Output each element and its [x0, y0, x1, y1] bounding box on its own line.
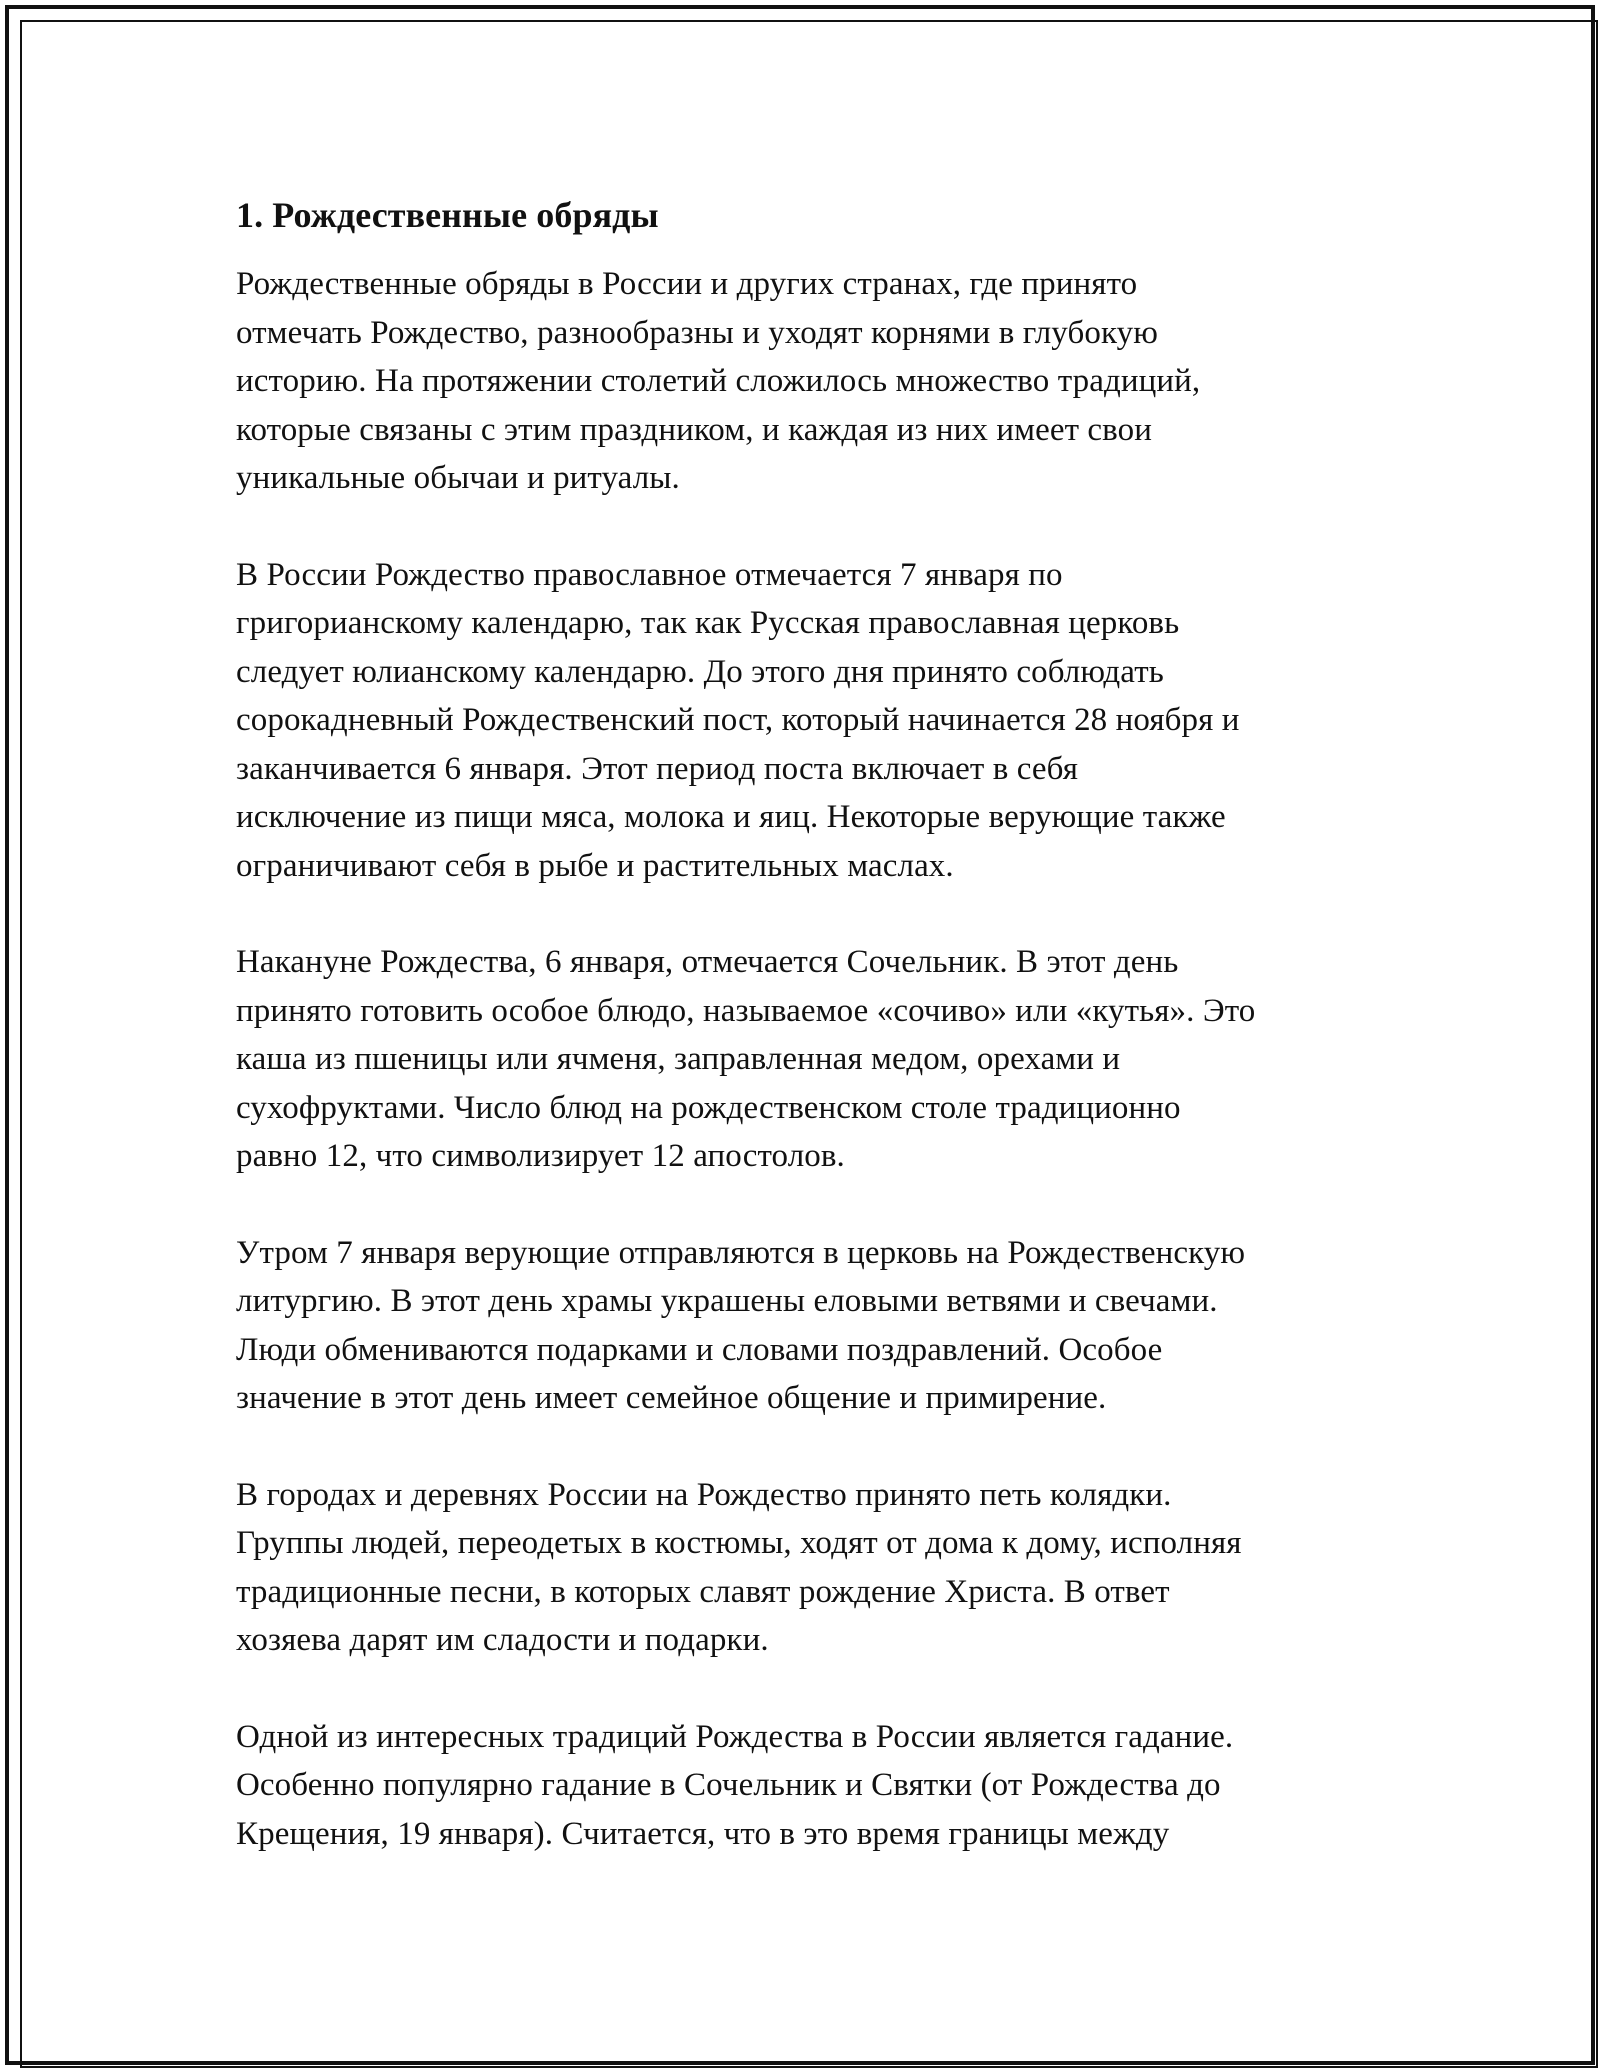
paragraph-line: сухофруктами. Число блюд на рождественском столе традиционно: [236, 1089, 1181, 1126]
paragraph-line: Одной из интересных традиций Рождества в России является гадание.: [236, 1718, 1234, 1755]
paragraph-line: сорокадневный Рождественский пост, который начинается 28 ноября и: [236, 702, 1240, 738]
paragraph-line: литургию. В этот день храмы украшены еловыми ветвями и свечами.: [236, 1283, 1218, 1319]
paragraph-line: Особенно популярно гадание в Сочельник и Святки (от Рождества до: [236, 1767, 1221, 1803]
paragraph-fortune-telling: [236, 1713, 1386, 1859]
paragraph-line: хозяева дарят им сладости и подарки.: [236, 1622, 769, 1658]
paragraph-christmas-eve: [236, 938, 1386, 1181]
paragraph-line: историю. На протяжении столетий сложилось множество традиций,: [236, 363, 1201, 399]
paragraph-line: В России Рождество православное отмечается 7 января по: [236, 556, 1063, 593]
paragraph-line: заканчивается 6 января. Этот период поста включает в себя: [236, 750, 1079, 787]
paragraph-line: Утром 7 января верующие отправляются в церковь на Рождественскую: [236, 1234, 1246, 1271]
paragraph-line: Накануне Рождества, 6 января, отмечается Сочельник. В этот день: [236, 944, 1179, 980]
paragraph-line: Крещения, 19 января). Считается, что в это время границы между: [236, 1815, 1170, 1852]
section-heading: 1. Рождественные обряды: [236, 195, 659, 235]
paragraph-intro: [236, 260, 1386, 503]
paragraph-line: принято готовить особое блюдо, называемое «сочиво» или «кутья». Это: [236, 992, 1256, 1029]
paragraph-line: исключение из пищи мяса, молока и яиц. Некоторые верующие также: [236, 799, 1226, 835]
paragraph-line: В городах и деревнях России на Рождество принято петь колядки.: [236, 1476, 1172, 1513]
paragraph-line: уникальные обычаи и ритуалы.: [236, 460, 680, 496]
paragraph-carols: [236, 1471, 1386, 1665]
paragraph-line: григорианскому календарю, так как Русская православная церковь: [236, 605, 1180, 641]
paragraph-line: которые связаны с этим праздником, и каждая из них имеет свои: [236, 411, 1153, 448]
paragraph-line: отмечать Рождество, разнообразны и уходят корнями в глубокую: [236, 314, 1158, 351]
paragraph-orthodox-christmas: [236, 551, 1386, 891]
document-body: [236, 186, 1386, 1906]
paragraph-line: равно 12, что символизирует 12 апостолов.: [236, 1138, 845, 1174]
paragraph-liturgy: [236, 1229, 1386, 1423]
paragraph-line: Рождественные обряды в России и других странах, где принято: [236, 266, 1138, 302]
paragraph-line: Люди обмениваются подарками и словами поздравлений. Особое: [236, 1331, 1163, 1368]
paragraph-line: Группы людей, переодетых в костюмы, ходят от дома к дому, исполняя: [236, 1525, 1242, 1561]
paragraph-line: следует юлианскому календарю. До этого дня принято соблюдать: [236, 653, 1164, 690]
paragraph-line: традиционные песни, в которых славят рождение Христа. В ответ: [236, 1573, 1170, 1610]
paragraph-line: значение в этот день имеет семейное общение и примирение.: [236, 1380, 1107, 1416]
paragraph-line: каша из пшеницы или ячменя, заправленная медом, орехами и: [236, 1041, 1121, 1077]
paragraph-line: ограничивают себя в рыбе и растительных маслах.: [236, 847, 954, 884]
